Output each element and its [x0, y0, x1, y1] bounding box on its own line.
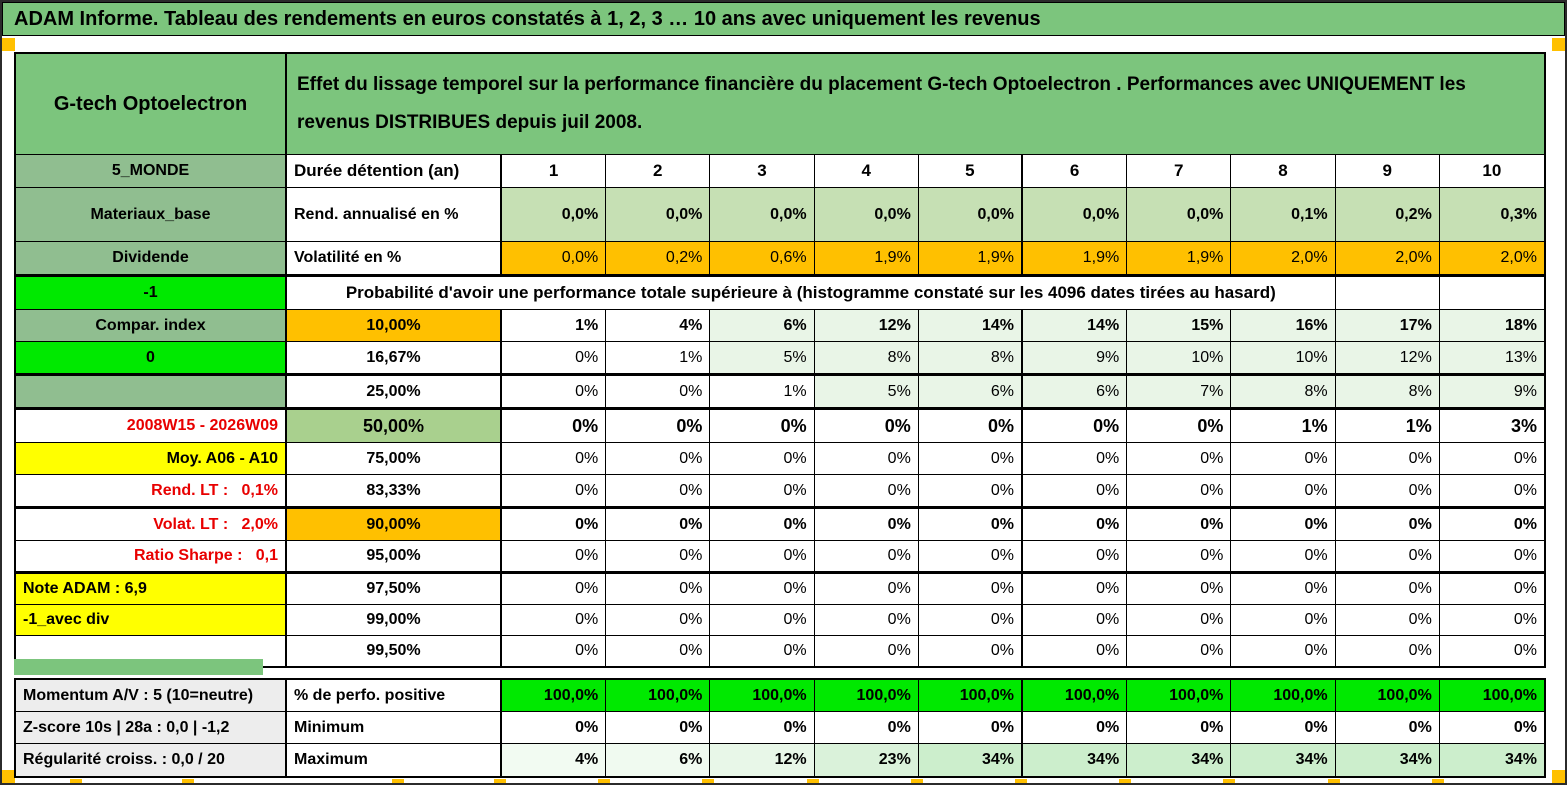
value-cell[interactable]: 0% — [710, 475, 814, 507]
value-cell[interactable]: 0% — [1127, 475, 1231, 507]
value-cell[interactable]: 34% — [919, 744, 1023, 776]
page-break-marker — [494, 779, 506, 783]
value-cell[interactable]: 0% — [815, 712, 919, 744]
empty-cell[interactable] — [1336, 277, 1440, 310]
value-cell[interactable]: 0% — [1231, 712, 1335, 744]
value-cell[interactable]: 0% — [919, 636, 1023, 666]
value-cell[interactable]: 0% — [1513, 642, 1537, 659]
row-label-cell[interactable]: Z-score 10s | 28a : 0,0 | -1,2 — [16, 712, 287, 744]
value-cell[interactable]: 8% — [1231, 376, 1335, 408]
value-cell[interactable]: 0% — [815, 410, 919, 443]
value-cell[interactable]: 2,0% — [1336, 242, 1440, 275]
value-cell[interactable]: 0% — [1440, 541, 1544, 572]
value-cell[interactable]: 0% — [502, 605, 606, 636]
row-label-cell[interactable]: Rend. LT : 0,1% — [16, 475, 287, 507]
value-cell[interactable]: 0% — [1127, 574, 1231, 605]
value-cell[interactable]: 0% — [1127, 636, 1231, 666]
print-area-marker — [1552, 38, 1565, 51]
value-cell[interactable]: 0% — [606, 509, 710, 541]
value-cell[interactable]: 0% — [1127, 712, 1231, 744]
page-break-marker — [911, 779, 923, 783]
main-table — [14, 52, 1546, 668]
value-cell[interactable]: 0% — [606, 712, 710, 744]
value-cell[interactable]: 0% — [1336, 475, 1440, 507]
row-label-cell[interactable]: -1 — [16, 277, 287, 310]
value-cell[interactable]: 0% — [606, 574, 710, 605]
percentile-cell[interactable]: 90,00% — [287, 509, 502, 541]
metric-label-cell[interactable]: Volatilité en % — [287, 242, 502, 275]
value-cell[interactable]: 0% — [1440, 443, 1544, 475]
value-cell[interactable]: 0,6% — [710, 242, 814, 275]
year-header-cell[interactable]: 1 — [502, 155, 606, 188]
value-cell[interactable]: 0% — [1440, 475, 1544, 507]
value-cell[interactable]: 0,0% — [710, 188, 814, 242]
value-cell[interactable]: 0% — [502, 509, 606, 541]
value-cell[interactable]: 6% — [919, 376, 1023, 408]
row-label-cell[interactable]: Régularité croiss. : 0,0 / 20 — [16, 744, 287, 776]
value-cell[interactable]: 0,0% — [1127, 188, 1231, 242]
table-row — [16, 342, 1544, 374]
percentile-cell[interactable]: 75,00% — [287, 443, 502, 475]
value-cell[interactable]: 0% — [919, 574, 1023, 605]
year-header-cell[interactable]: 9 — [1336, 155, 1440, 188]
metric-label-cell[interactable]: Rend. annualisé en % — [287, 188, 502, 242]
row-label-cell[interactable]: Compar. index — [16, 310, 287, 342]
value-cell[interactable]: 1% — [606, 342, 710, 374]
value-cell[interactable]: 18% — [1440, 310, 1544, 342]
value-cell[interactable]: 0% — [1231, 475, 1335, 507]
value-cell[interactable]: 17% — [1336, 310, 1440, 342]
value-cell[interactable]: 0% — [1127, 443, 1231, 475]
value-cell[interactable]: 0,0% — [815, 188, 919, 242]
value-cell[interactable]: 0% — [919, 712, 1023, 744]
value-cell[interactable]: 12% — [1336, 342, 1440, 374]
value-cell[interactable]: 1% — [1336, 410, 1440, 443]
table-row — [16, 712, 1544, 744]
value-cell[interactable]: 0% — [606, 605, 710, 636]
value-cell[interactable]: 0% — [815, 605, 919, 636]
value-cell[interactable]: 0% — [1336, 636, 1440, 666]
value-cell[interactable]: 0% — [1023, 712, 1127, 744]
table-row — [16, 605, 1544, 636]
row-label-cell[interactable]: Ratio Sharpe : 0,1 — [16, 541, 287, 572]
page-break-marker — [1223, 779, 1235, 783]
row-label-cell[interactable]: Momentum A/V : 5 (10=neutre) — [16, 680, 287, 712]
percentile-cell[interactable]: 50,00% — [287, 410, 502, 443]
value-cell[interactable]: 0,1% — [1231, 188, 1335, 242]
value-cell[interactable]: 0% — [815, 541, 919, 572]
page-break-marker — [70, 779, 82, 783]
print-area-marker — [2, 38, 15, 51]
metric-label-cell[interactable]: Maximum — [287, 744, 502, 776]
value-cell[interactable]: 0% — [919, 410, 1023, 443]
value-cell[interactable]: 0% — [1023, 574, 1127, 605]
value-cell[interactable]: 0% — [1336, 605, 1440, 636]
table-row — [16, 374, 1544, 408]
table-row — [16, 443, 1544, 475]
value-cell[interactable]: 100,0% — [710, 680, 814, 712]
value-cell[interactable]: 0% — [1023, 443, 1127, 475]
metric-label-cell[interactable]: Minimum — [287, 712, 502, 744]
value-cell[interactable]: 9% — [1023, 342, 1127, 374]
value-cell[interactable]: 0% — [919, 509, 1023, 541]
value-cell[interactable]: 6% — [710, 310, 814, 342]
product-name-cell[interactable]: G-tech Optoelectron — [16, 54, 287, 155]
print-area-marker — [1552, 770, 1565, 783]
value-cell[interactable]: 0% — [710, 605, 814, 636]
page-break-marker — [598, 779, 610, 783]
value-cell[interactable]: 1,9% — [919, 242, 1023, 275]
value-cell[interactable]: 0,3% — [1440, 188, 1544, 242]
value-cell[interactable]: 34% — [1231, 744, 1335, 776]
table-row — [16, 541, 1544, 572]
value-cell[interactable]: 0% — [710, 443, 814, 475]
value-cell[interactable]: 0,0% — [502, 188, 606, 242]
value-cell[interactable]: 100,0% — [1127, 680, 1231, 712]
value-cell[interactable]: 0% — [606, 636, 710, 666]
value-cell[interactable]: 0,0% — [1023, 188, 1127, 242]
value-cell[interactable]: 0% — [919, 475, 1023, 507]
page-break-marker — [702, 779, 714, 783]
table-row — [16, 744, 1544, 776]
year-header-cell[interactable]: 3 — [710, 155, 814, 188]
value-cell[interactable]: 0% — [1336, 574, 1440, 605]
page-break-marker — [1432, 779, 1444, 783]
value-cell[interactable]: 0% — [1231, 636, 1335, 666]
value-cell[interactable]: 34% — [1440, 744, 1544, 776]
value-cell[interactable]: 6% — [606, 744, 710, 776]
value-cell[interactable]: 0% — [606, 475, 710, 507]
value-cell[interactable]: 0% — [1231, 541, 1335, 572]
page-break-marker — [807, 779, 819, 783]
value-cell[interactable]: 1% — [1231, 410, 1335, 443]
value-cell[interactable]: 1,9% — [1023, 242, 1127, 275]
value-cell[interactable]: 5% — [710, 342, 814, 374]
value-cell[interactable]: 4% — [502, 744, 606, 776]
metric-label-cell[interactable]: Durée détention (an) — [287, 155, 502, 188]
value-cell[interactable]: 16% — [1231, 310, 1335, 342]
value-cell[interactable]: 2,0% — [1440, 242, 1544, 275]
value-cell[interactable]: 0% — [1440, 509, 1544, 541]
value-cell[interactable]: 0% — [1023, 475, 1127, 507]
value-cell[interactable]: 13% — [1440, 342, 1544, 374]
value-cell[interactable]: 0% — [606, 410, 710, 443]
value-cell[interactable]: 0% — [1023, 410, 1127, 443]
row-label-cell[interactable]: -1_avec div — [16, 605, 287, 636]
value-cell[interactable]: 0% — [919, 443, 1023, 475]
table-row — [16, 680, 1544, 712]
value-cell[interactable]: 0% — [502, 712, 606, 744]
percentile-cell[interactable]: 97,50% — [287, 574, 502, 605]
percentile-cell[interactable]: 83,33% — [287, 475, 502, 507]
value-cell[interactable]: 0% — [710, 509, 814, 541]
year-header-cell[interactable]: 10 — [1440, 155, 1544, 188]
value-cell[interactable]: 0% — [502, 443, 606, 475]
description-cell[interactable]: Effet du lissage temporel sur la performance financière du placement G-tech Optoelectron . Performances avec UNIQUEMENT les revenus DISTRIBUES depuis juil 2008. — [287, 54, 1544, 155]
row-label-cell[interactable]: Materiaux_base — [16, 188, 287, 242]
value-cell[interactable]: 34% — [1023, 744, 1127, 776]
title-bar — [2, 2, 1565, 36]
value-cell[interactable]: 0,2% — [606, 242, 710, 275]
year-header-cell[interactable]: 4 — [815, 155, 919, 188]
row-label-cell[interactable]: Dividende — [16, 242, 287, 275]
value-cell[interactable]: 0% — [502, 410, 606, 443]
value-cell[interactable]: 23% — [815, 744, 919, 776]
value-cell[interactable]: 2,0% — [1231, 242, 1335, 275]
percentile-cell[interactable]: 99,00% — [287, 605, 502, 636]
year-header-cell[interactable]: 7 — [1127, 155, 1231, 188]
value-cell[interactable]: 7% — [1127, 376, 1231, 408]
value-cell[interactable]: 5% — [815, 376, 919, 408]
value-cell[interactable]: 0% — [1023, 605, 1127, 636]
table-row — [16, 242, 1544, 275]
value-cell[interactable]: 100,0% — [919, 680, 1023, 712]
value-cell[interactable]: 100,0% — [1440, 680, 1544, 712]
value-cell[interactable]: 0% — [815, 574, 919, 605]
value-cell[interactable]: 0% — [1231, 574, 1335, 605]
page-break-marker — [182, 779, 194, 783]
value-cell[interactable]: 0% — [1127, 509, 1231, 541]
value-cell[interactable]: 0% — [710, 636, 814, 666]
percentile-cell[interactable]: 16,67% — [287, 342, 502, 374]
table-row — [16, 572, 1544, 605]
value-cell[interactable]: 4% — [606, 310, 710, 342]
value-cell[interactable]: 1% — [502, 310, 606, 342]
value-cell[interactable]: 0% — [815, 636, 919, 666]
value-cell[interactable]: 0% — [1440, 712, 1544, 744]
year-header-cell[interactable]: 2 — [606, 155, 710, 188]
percentile-cell[interactable]: 99,50% — [287, 636, 502, 666]
value-cell[interactable]: 0% — [606, 541, 710, 572]
value-cell[interactable]: 8% — [815, 342, 919, 374]
value-cell[interactable]: 0,0% — [502, 242, 606, 275]
year-header-cell[interactable]: 6 — [1023, 155, 1127, 188]
value-cell[interactable]: 0% — [502, 636, 606, 666]
value-cell[interactable]: 0% — [1023, 636, 1127, 666]
summary-table — [14, 678, 1546, 778]
value-cell[interactable]: 0% — [502, 475, 606, 507]
value-cell[interactable]: 100,0% — [502, 680, 606, 712]
value-cell[interactable]: 100,0% — [1023, 680, 1127, 712]
row-label-cell[interactable]: Note ADAM : 6,9 — [16, 574, 287, 605]
value-cell[interactable]: 100,0% — [815, 680, 919, 712]
row-label-cell[interactable]: Volat. LT : 2,0% — [16, 509, 287, 541]
value-cell[interactable]: 8% — [1336, 376, 1440, 408]
value-cell[interactable]: 0% — [710, 541, 814, 572]
value-cell[interactable]: 0% — [815, 475, 919, 507]
value-cell[interactable]: 0% — [1231, 509, 1335, 541]
value-cell[interactable]: 0% — [815, 443, 919, 475]
value-cell[interactable]: 0% — [502, 541, 606, 572]
value-cell[interactable]: 0% — [1336, 541, 1440, 572]
value-cell[interactable]: 15% — [1127, 310, 1231, 342]
value-cell[interactable]: 14% — [919, 310, 1023, 342]
value-cell[interactable]: 0% — [502, 376, 606, 408]
row-label-cell[interactable]: 0 — [16, 342, 287, 374]
value-cell[interactable]: 0% — [1023, 509, 1127, 541]
table-row — [16, 54, 1544, 155]
metric-label-cell[interactable]: % de perfo. positive — [287, 680, 502, 712]
value-cell[interactable]: 10% — [1231, 342, 1335, 374]
value-cell[interactable]: 14% — [1023, 310, 1127, 342]
value-cell[interactable]: 0% — [1336, 712, 1440, 744]
value-cell[interactable]: 34% — [1127, 744, 1231, 776]
value-cell[interactable]: 0% — [1231, 605, 1335, 636]
value-cell[interactable]: 0,0% — [919, 188, 1023, 242]
table-row — [16, 408, 1544, 443]
year-header-cell[interactable]: 5 — [919, 155, 1023, 188]
year-header-cell[interactable]: 8 — [1231, 155, 1335, 188]
empty-cell[interactable] — [1440, 277, 1544, 310]
value-cell[interactable]: 100,0% — [1336, 680, 1440, 712]
value-cell[interactable]: 0% — [606, 376, 710, 408]
value-cell[interactable]: 0% — [1336, 443, 1440, 475]
value-cell[interactable]: 0% — [710, 410, 814, 443]
percentile-cell[interactable]: 95,00% — [287, 541, 502, 572]
value-cell[interactable]: 9% — [1440, 376, 1544, 408]
page-break-marker — [1119, 779, 1131, 783]
value-cell[interactable]: 0% — [710, 712, 814, 744]
value-cell[interactable]: 0% — [815, 509, 919, 541]
value-cell[interactable]: 0% — [502, 342, 606, 374]
value-cell[interactable]: 0% — [1127, 605, 1231, 636]
value-cell[interactable]: 0% — [919, 541, 1023, 572]
value-cell[interactable]: 0% — [1440, 574, 1544, 605]
value-cell[interactable]: 100,0% — [606, 680, 710, 712]
row-label-cell[interactable]: Moy. A06 - A10 — [16, 443, 287, 475]
table-row — [16, 310, 1544, 342]
table-row — [16, 155, 1544, 188]
value-cell[interactable]: 10% — [1127, 342, 1231, 374]
value-cell[interactable]: 12% — [710, 744, 814, 776]
row-label-cell[interactable] — [16, 376, 287, 408]
value-cell[interactable]: 34% — [1336, 744, 1440, 776]
probability-header-cell: Probabilité d'avoir une performance totale supérieure à (histogramme constaté sur les 4096 dates tirées au hasard) — [287, 277, 1336, 310]
table-row — [16, 188, 1544, 242]
page-break-marker — [1328, 779, 1340, 783]
value-cell[interactable]: 0,0% — [606, 188, 710, 242]
value-cell[interactable]: 0% — [919, 605, 1023, 636]
value-cell[interactable]: 1,9% — [815, 242, 919, 275]
value-cell[interactable]: 0,2% — [1336, 188, 1440, 242]
spacer-bar — [14, 659, 263, 675]
value-cell[interactable]: 0% — [502, 574, 606, 605]
row-label-cell[interactable]: 5_MONDE — [16, 155, 287, 188]
value-cell[interactable]: 0% — [606, 443, 710, 475]
page-break-marker — [392, 779, 404, 783]
value-cell[interactable]: 0% — [1023, 541, 1127, 572]
row-label-cell[interactable]: 2008W15 - 2026W09 — [16, 410, 287, 443]
value-cell[interactable]: 1% — [710, 376, 814, 408]
value-cell[interactable]: 3% — [1440, 410, 1544, 443]
value-cell[interactable]: 0% — [1336, 509, 1440, 541]
title-text: ADAM Informe. Tableau des rendements en euros constatés à 1, 2, 3 … 10 ans avec uniquement les revenus — [14, 7, 1041, 30]
value-cell[interactable]: 0% — [1127, 541, 1231, 572]
value-cell[interactable]: 0% — [1440, 605, 1544, 636]
table-row — [16, 507, 1544, 541]
value-cell[interactable]: 12% — [815, 310, 919, 342]
percentile-cell[interactable]: 25,00% — [287, 376, 502, 408]
value-cell[interactable]: 8% — [919, 342, 1023, 374]
value-cell[interactable]: 0% — [710, 574, 814, 605]
percentile-cell[interactable]: 10,00% — [287, 310, 502, 342]
value-cell[interactable]: 6% — [1023, 376, 1127, 408]
table-row — [16, 275, 1544, 310]
table-row — [16, 475, 1544, 507]
value-cell[interactable]: 0% — [1231, 443, 1335, 475]
page-break-marker — [1015, 779, 1027, 783]
value-cell[interactable]: 0% — [1127, 410, 1231, 443]
value-cell[interactable]: 1,9% — [1127, 242, 1231, 275]
value-cell[interactable]: 100,0% — [1231, 680, 1335, 712]
